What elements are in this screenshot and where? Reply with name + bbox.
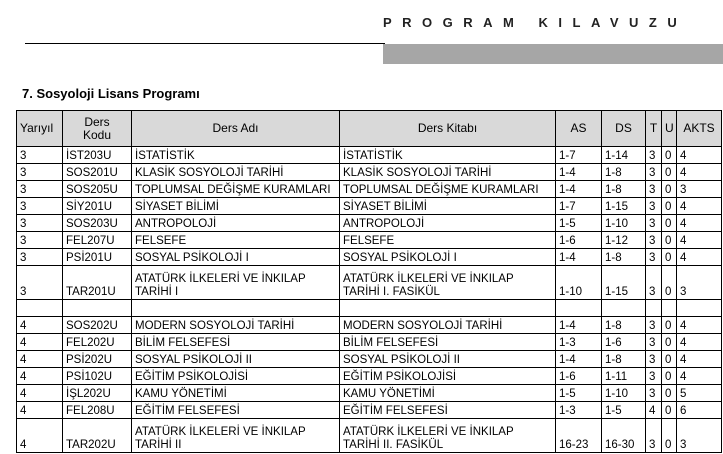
table-cell: EĞİTİM FELSEFESİ	[132, 402, 340, 419]
table-cell	[677, 300, 722, 317]
table-cell: 4	[17, 317, 63, 334]
table-cell: FELSEFE	[340, 232, 556, 249]
table-row	[17, 300, 722, 317]
table-cell: 0	[662, 164, 677, 181]
table-cell: 3	[646, 249, 662, 266]
table-cell: BİLİM FELSEFESİ	[132, 334, 340, 351]
table-cell: MODERN SOSYOLOJİ TARİHİ	[340, 317, 556, 334]
table-row	[17, 368, 722, 385]
table-cell: TOPLUMSAL DEĞİŞME KURAMLARI	[340, 181, 556, 198]
table-cell: 4	[17, 368, 63, 385]
table-cell: İŞL202U	[63, 385, 132, 402]
table-row	[17, 266, 722, 300]
table-cell: 4	[677, 368, 722, 385]
table-cell: İST203U	[63, 147, 132, 164]
table-cell: KLASİK SOSYOLOJİ TARİHİ	[132, 164, 340, 181]
table-cell: 16-30	[602, 419, 646, 453]
table-cell: 1-4	[556, 164, 602, 181]
table-cell: 4	[17, 419, 63, 453]
table-cell: FEL208U	[63, 402, 132, 419]
table-cell: 3	[17, 181, 63, 198]
table-cell: 3	[646, 351, 662, 368]
table-cell: 3	[646, 232, 662, 249]
table-cell: SİYASET BİLİMİ	[132, 198, 340, 215]
table-row	[17, 334, 722, 351]
table-cell: EĞİTİM PSİKOLOJİSİ	[340, 368, 556, 385]
table-row	[17, 351, 722, 368]
header-bar	[383, 44, 723, 64]
table-cell: TAR202U	[63, 419, 132, 453]
table-cell: 1-15	[602, 266, 646, 300]
table-cell: 0	[662, 351, 677, 368]
table-cell: 1-3	[556, 402, 602, 419]
table-cell: 1-6	[602, 334, 646, 351]
table-cell: PSİ102U	[63, 368, 132, 385]
table-cell: 4	[677, 317, 722, 334]
table-row	[17, 181, 722, 198]
table-cell: 1-7	[556, 147, 602, 164]
table-cell: ATATÜRK İLKELERİ VE İNKILAP TARİHİ II	[132, 419, 340, 453]
table-cell: 3	[646, 266, 662, 300]
table-cell: 1-7	[556, 198, 602, 215]
table-cell: FEL207U	[63, 232, 132, 249]
table-cell: SİY201U	[63, 198, 132, 215]
table-cell: EĞİTİM PSİKOLOJİSİ	[132, 368, 340, 385]
table-cell	[63, 300, 132, 317]
table-cell: EĞİTİM FELSEFESİ	[340, 402, 556, 419]
table-cell: 16-23	[556, 419, 602, 453]
table-cell: 3	[646, 147, 662, 164]
table-cell: 1-4	[556, 181, 602, 198]
table-cell: 1-15	[602, 198, 646, 215]
table-cell: 1-10	[602, 215, 646, 232]
table-row	[17, 317, 722, 334]
table-cell: 6	[677, 402, 722, 419]
table-cell: 1-10	[556, 266, 602, 300]
column-header: Ders Adı	[132, 111, 340, 147]
table-cell: 4	[677, 198, 722, 215]
table-cell: SOSYAL PSİKOLOJİ I	[340, 249, 556, 266]
table-cell	[646, 300, 662, 317]
table-cell: 0	[662, 181, 677, 198]
table-cell: SOSYAL PSİKOLOJİ I	[132, 249, 340, 266]
table-cell: 0	[662, 419, 677, 453]
table-cell: 1-6	[556, 368, 602, 385]
table-cell: 4	[17, 334, 63, 351]
table-cell: 3	[17, 215, 63, 232]
table-cell: 1-8	[602, 181, 646, 198]
table-cell: 4	[646, 402, 662, 419]
table-cell: 1-4	[556, 249, 602, 266]
table-cell: ATATÜRK İLKELERİ VE İNKILAP TARİHİ II. FASİKÜL	[340, 419, 556, 453]
table-cell: 0	[662, 232, 677, 249]
table-cell: 0	[662, 215, 677, 232]
table-cell: 1-5	[602, 402, 646, 419]
column-header: Yarıyıl	[17, 111, 63, 147]
table-cell: 4	[677, 164, 722, 181]
table-cell	[556, 300, 602, 317]
table-cell: 1-5	[556, 215, 602, 232]
table-cell: PSİ202U	[63, 351, 132, 368]
table-row	[17, 147, 722, 164]
table-cell: 3	[646, 215, 662, 232]
table-cell: 3	[646, 368, 662, 385]
table-cell: 3	[646, 334, 662, 351]
header-rule	[25, 43, 385, 44]
table-cell: 4	[17, 351, 63, 368]
column-header: U	[662, 111, 677, 147]
table-cell: FELSEFE	[132, 232, 340, 249]
table-cell: 1-8	[602, 164, 646, 181]
table-cell: 0	[662, 385, 677, 402]
table-cell	[662, 300, 677, 317]
table-cell: 4	[677, 215, 722, 232]
table-cell: SOS201U	[63, 164, 132, 181]
table-cell	[602, 300, 646, 317]
table-cell: 3	[17, 232, 63, 249]
table-cell: PSİ201U	[63, 249, 132, 266]
table-row	[17, 164, 722, 181]
table-cell: 1-12	[602, 232, 646, 249]
table-cell: ATATÜRK İLKELERİ VE İNKILAP TARİHİ I	[132, 266, 340, 300]
column-header: DS	[602, 111, 646, 147]
table-cell: 0	[662, 249, 677, 266]
table-cell: 3	[17, 147, 63, 164]
table-cell: BİLİM FELSEFESİ	[340, 334, 556, 351]
table-cell: 4	[677, 232, 722, 249]
table-cell: 1-6	[556, 232, 602, 249]
table-row	[17, 402, 722, 419]
table-cell: ATATÜRK İLKELERİ VE İNKILAP TARİHİ I. FASİKÜL	[340, 266, 556, 300]
table-cell: KAMU YÖNETİMİ	[132, 385, 340, 402]
table-cell: 3	[646, 164, 662, 181]
table-cell: 0	[662, 317, 677, 334]
table-cell: SOSYAL PSİKOLOJİ II	[132, 351, 340, 368]
table-cell: 0	[662, 334, 677, 351]
table-cell: 1-3	[556, 334, 602, 351]
table-cell: SOSYAL PSİKOLOJİ II	[340, 351, 556, 368]
table-cell: 3	[646, 198, 662, 215]
course-table	[16, 110, 722, 453]
table-cell: 0	[662, 147, 677, 164]
table-cell: 0	[662, 402, 677, 419]
section-title: 7. Sosyoloji Lisans Programı	[22, 86, 200, 101]
table-cell	[132, 300, 340, 317]
table-cell: 1-10	[602, 385, 646, 402]
table-row	[17, 385, 722, 402]
column-header: Ders Kitabı	[340, 111, 556, 147]
table-cell	[340, 300, 556, 317]
table-cell: 3	[646, 385, 662, 402]
column-header: AS	[556, 111, 602, 147]
table-row	[17, 232, 722, 249]
table-cell: 1-4	[556, 317, 602, 334]
table-cell: 1-11	[602, 368, 646, 385]
table-cell: TAR201U	[63, 266, 132, 300]
column-header: T	[646, 111, 662, 147]
table-header-row	[17, 111, 722, 147]
table-cell: 1-8	[602, 249, 646, 266]
table-cell: 3	[17, 249, 63, 266]
table-row	[17, 215, 722, 232]
table-cell: FEL202U	[63, 334, 132, 351]
page-header: PROGRAM KILAVUZU	[383, 15, 688, 30]
table-cell: ANTROPOLOJİ	[132, 215, 340, 232]
column-header: AKTS	[677, 111, 722, 147]
table-cell: 1-5	[556, 385, 602, 402]
table-cell: 4	[17, 402, 63, 419]
table-cell: KAMU YÖNETİMİ	[340, 385, 556, 402]
table-cell: 3	[646, 317, 662, 334]
table-cell: İSTATİSTİK	[340, 147, 556, 164]
table-cell: SOS203U	[63, 215, 132, 232]
table-cell: SİYASET BİLİMİ	[340, 198, 556, 215]
column-header: Ders Kodu	[63, 111, 132, 147]
table-cell: 3	[17, 164, 63, 181]
table-cell	[17, 300, 63, 317]
table-cell: 4	[677, 334, 722, 351]
table-row	[17, 419, 722, 453]
table-cell: 0	[662, 368, 677, 385]
table-cell: ANTROPOLOJİ	[340, 215, 556, 232]
table-cell: 4	[17, 385, 63, 402]
table-cell: TOPLUMSAL DEĞİŞME KURAMLARI	[132, 181, 340, 198]
table-row	[17, 249, 722, 266]
table-cell: 3	[677, 266, 722, 300]
table-cell: MODERN SOSYOLOJİ TARİHİ	[132, 317, 340, 334]
table-cell: 3	[646, 181, 662, 198]
table-cell: 1-14	[602, 147, 646, 164]
table-cell: İSTATİSTİK	[132, 147, 340, 164]
table-cell: 3	[17, 198, 63, 215]
table-cell: 3	[677, 181, 722, 198]
table-row	[17, 198, 722, 215]
table-cell: 0	[662, 198, 677, 215]
table-cell: SOS205U	[63, 181, 132, 198]
table-cell: 1-8	[602, 351, 646, 368]
table-cell: 4	[677, 351, 722, 368]
table-cell: 4	[677, 147, 722, 164]
table-cell: SOS202U	[63, 317, 132, 334]
table-cell: KLASİK SOSYOLOJİ TARİHİ	[340, 164, 556, 181]
table-cell: 3	[17, 266, 63, 300]
table-cell: 3	[677, 419, 722, 453]
table-cell: 1-8	[602, 317, 646, 334]
table-cell: 4	[677, 249, 722, 266]
table-cell: 3	[646, 419, 662, 453]
table-cell: 0	[662, 266, 677, 300]
table-cell: 1-4	[556, 351, 602, 368]
table-cell: 5	[677, 385, 722, 402]
